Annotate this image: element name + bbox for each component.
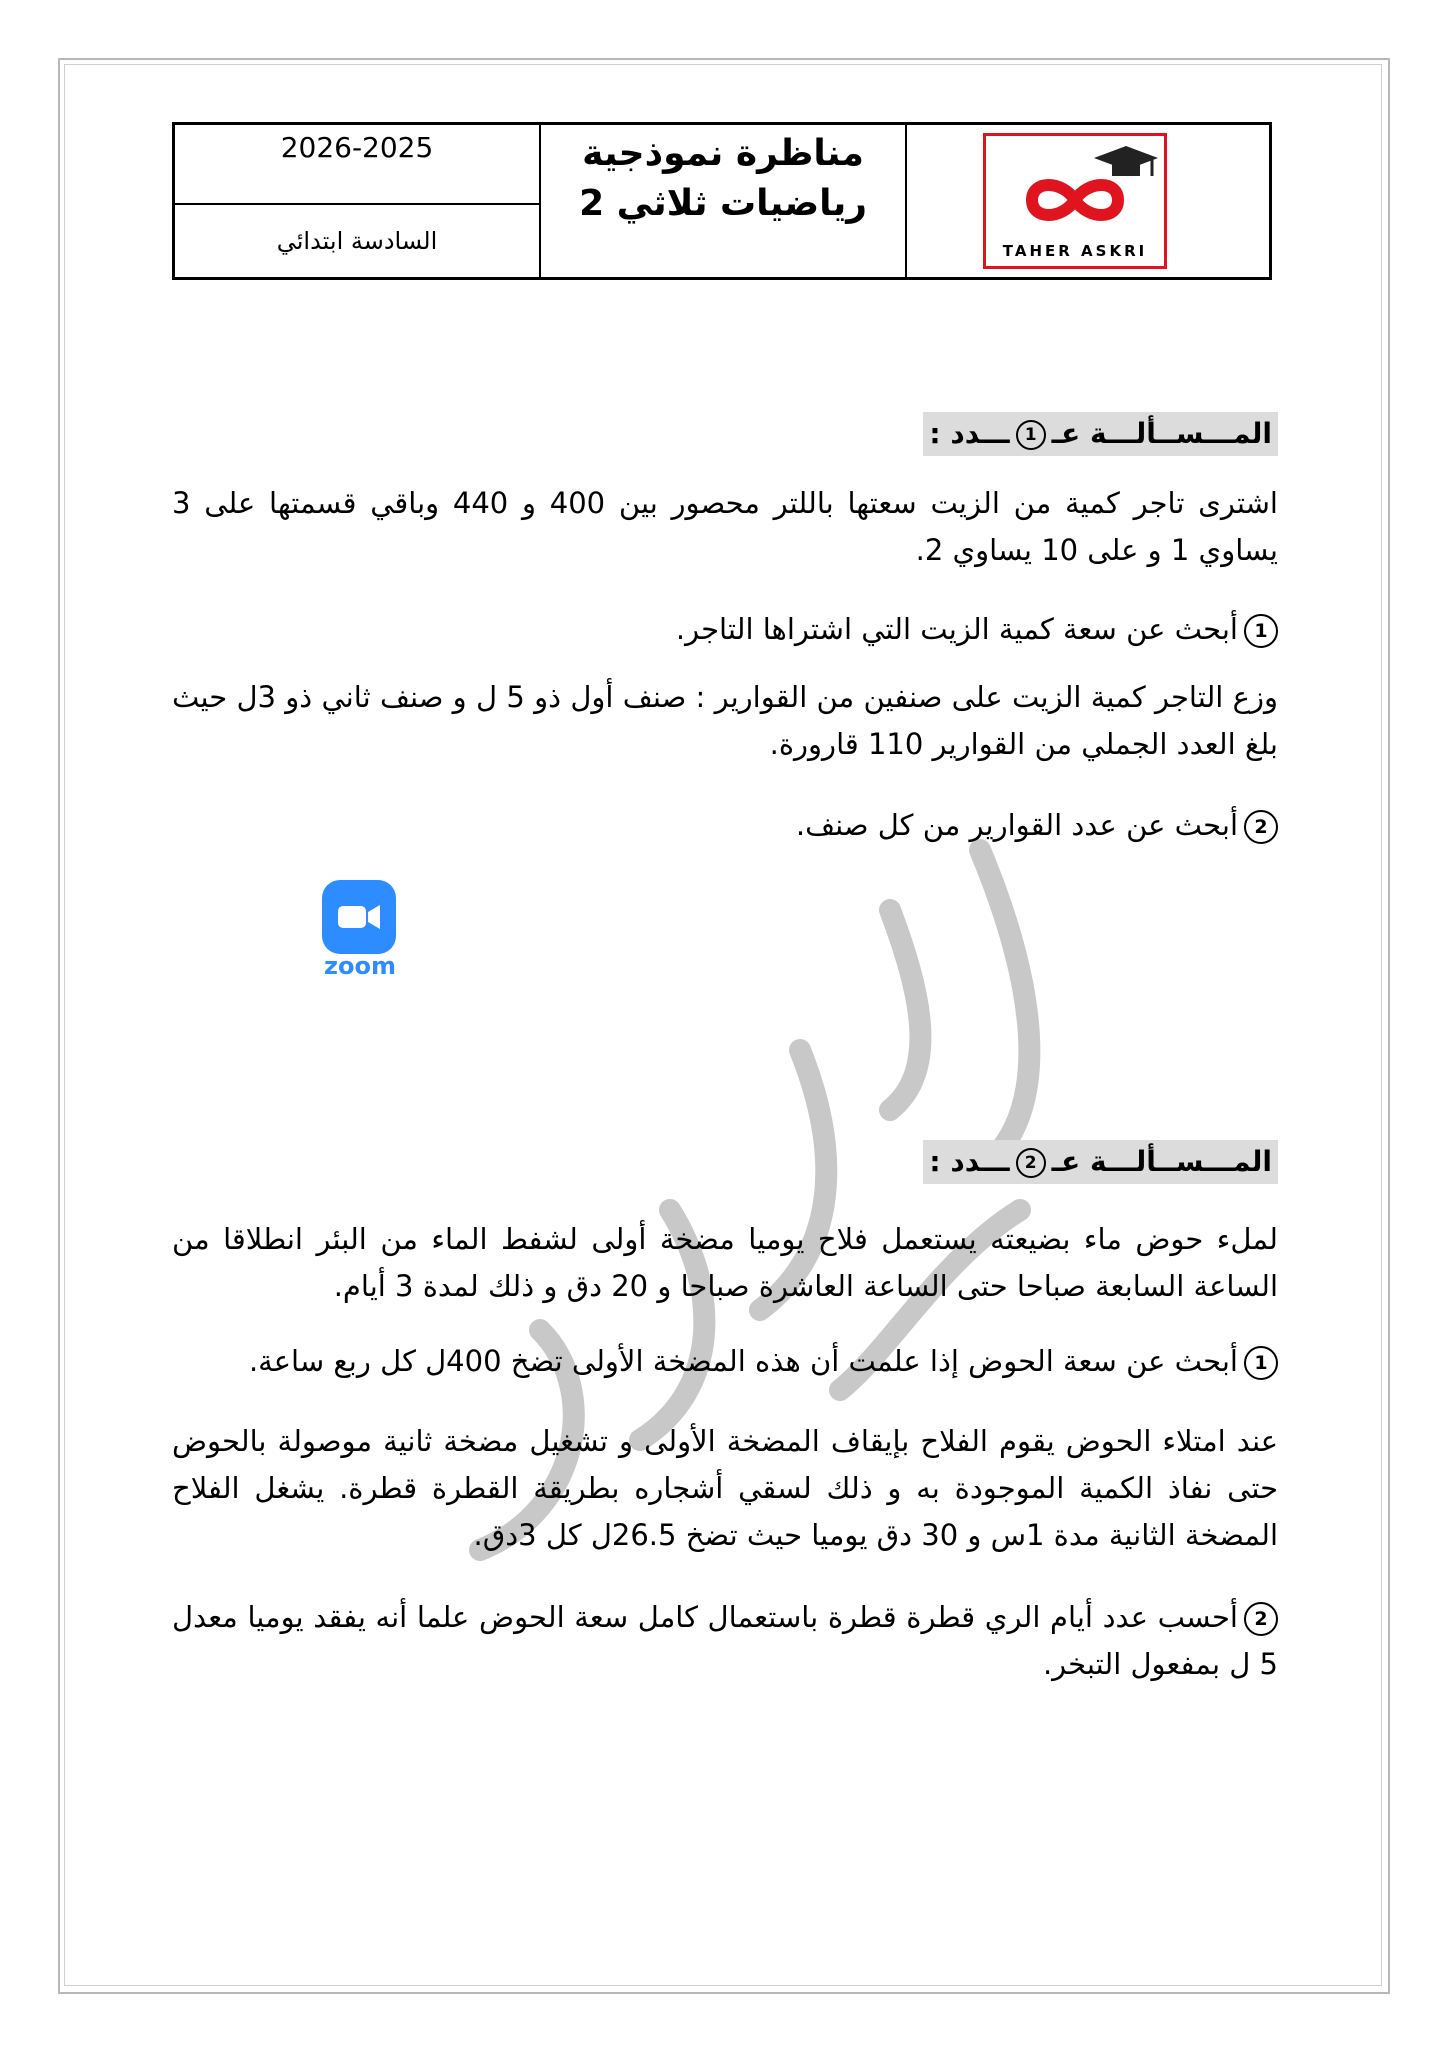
header-table <box>172 122 1272 280</box>
problem2-heading <box>923 1140 1278 1184</box>
video-camera-icon <box>322 880 396 954</box>
problem2-heading-end: ـــدد : <box>929 1145 1010 1178</box>
problem1-number-badge: 1 <box>1016 420 1046 450</box>
question-number-badge: 1 <box>1244 1346 1278 1380</box>
zoom-label: zoom <box>324 952 396 980</box>
zoom-app-icon <box>322 880 396 954</box>
problem1-question2 <box>172 802 1278 849</box>
problem2-heading-start: المـــســألـــة عـ <box>1051 1145 1272 1178</box>
problem2-text2-text: عند امتلاء الحوض يقوم الفلاح بإيقاف المضخة الأولى و تشغيل مضخة ثانية موصولة بالحوض حتى نفاذ الكمية الموجودة به و ذلك لسقي أشجاره بطريقة القطرة قطرة. يشغل الفلاح المضخة الثانية مدة 1س و 30 دق يوميا حيث تضخ 26.5ل كل 3دق. <box>172 1424 1278 1552</box>
problem2-intro <box>172 1216 1278 1310</box>
exam-title <box>541 125 907 277</box>
school-year: 2026-2025 <box>175 125 541 205</box>
problem1-question1 <box>172 606 1278 653</box>
problem1-heading-end: ـــدد : <box>929 417 1010 450</box>
problem2-intro-text: لملء حوض ماء بضيعته يستعمل فلاح يوميا مضخة أولى لشفط الماء من البئر انطلاقا من الساعة السابعة صباحا حتى الساعة العاشرة صباحا و 20 دق و ذلك لمدة 3 أيام. <box>172 1222 1278 1303</box>
problem2-text2 <box>172 1418 1278 1559</box>
exam-title-line1: مناظرة نموذجية <box>582 133 864 174</box>
question-number-badge: 2 <box>1244 810 1278 844</box>
question-number-badge: 2 <box>1244 1602 1278 1636</box>
problem2-question2 <box>172 1594 1278 1688</box>
grade-level: السادسة ابتدائي <box>175 205 541 277</box>
question-number-badge: 1 <box>1244 614 1278 648</box>
page-border-inner <box>64 64 1382 1986</box>
problem1-heading-start: المـــســألـــة عـ <box>1051 417 1272 450</box>
problem1-text2-text: وزع التاجر كمية الزيت على صنفين من القوارير : صنف أول ذو 5 ل و صنف ثاني ذو 3ل حيث بلغ العدد الجملي من القوارير 110 قارورة. <box>172 680 1278 761</box>
exam-title-line2: رياضيات ثلاثي 2 <box>579 183 867 224</box>
problem2-question1-text: أبحث عن سعة الحوض إذا علمت أن هذه المضخة الأولى تضخ 400ل كل ربع ساعة. <box>248 1344 1238 1378</box>
problem2-question2-text: أحسب عدد أيام الري قطرة قطرة باستعمال كامل سعة الحوض علما أنه يفقد يوميا معدل 5 ل بمفعول التبخر. <box>172 1600 1278 1681</box>
logo-cell <box>907 125 1269 277</box>
problem1-question1-text: أبحث عن سعة كمية الزيت التي اشتراها التاجر. <box>675 612 1238 646</box>
taher-askri-logo <box>983 133 1167 269</box>
problem1-intro-text: اشترى تاجر كمية من الزيت سعتها باللتر محصور بين 400 و 440 وباقي قسمتها على 3 يساوي 1 و على 10 يساوي 2. <box>172 486 1278 567</box>
problem1-heading <box>923 412 1278 456</box>
infinity-graduation-cap-icon <box>986 136 1164 236</box>
problem1-question2-text: أبحث عن عدد القوارير من كل صنف. <box>795 808 1238 842</box>
problem1-text2 <box>172 674 1278 768</box>
logo-text: TAHER ASKRI <box>1002 242 1148 260</box>
problem2-number-badge: 2 <box>1016 1148 1046 1178</box>
problem2-question1 <box>172 1338 1278 1385</box>
problem1-intro <box>172 480 1278 574</box>
